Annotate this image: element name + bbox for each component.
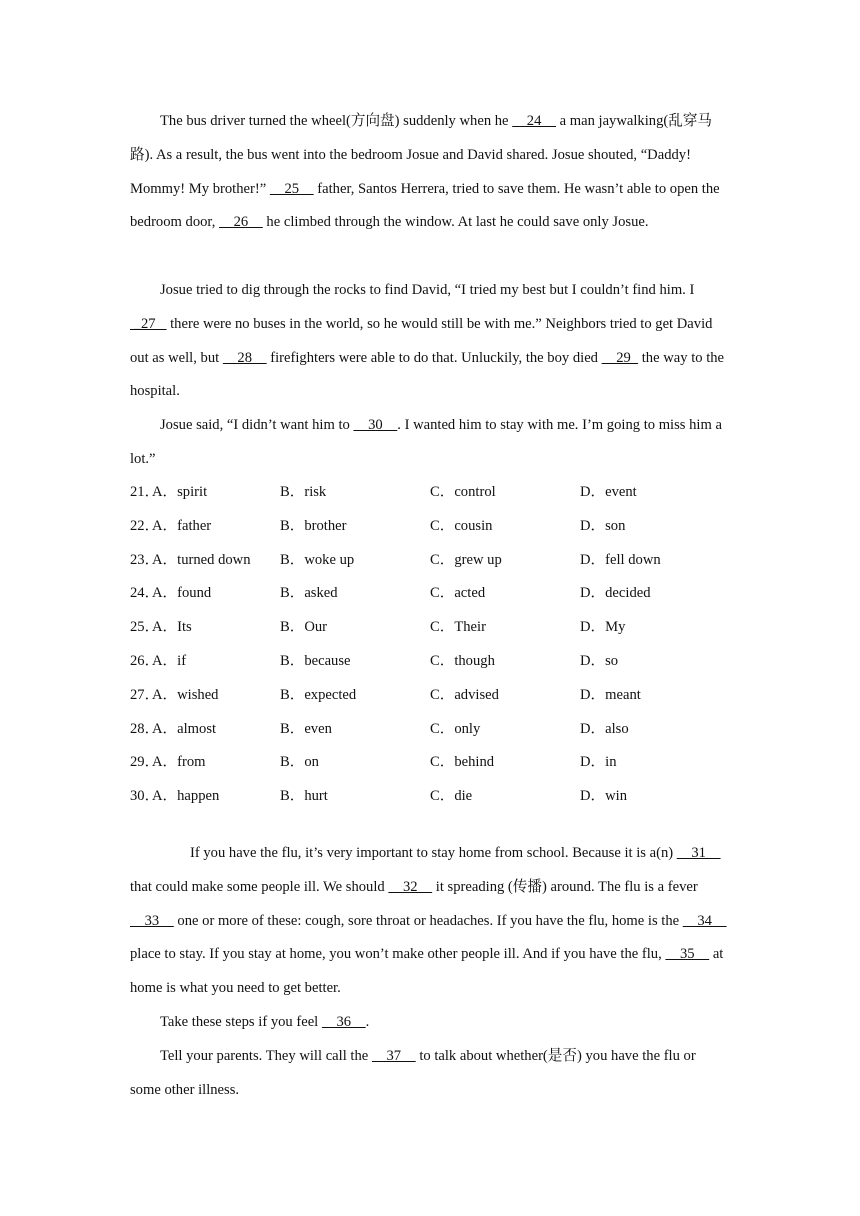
- option-c: C．grew up: [430, 551, 502, 568]
- text: Josue tried to dig through the rocks to find David, “I tried my best but I couldn’t find him. I: [160, 282, 695, 298]
- question-row-22: [130, 510, 750, 544]
- question-number: 27．: [130, 686, 160, 703]
- blank-30: 30: [353, 417, 398, 433]
- passage2-paragraph-2: [130, 1006, 730, 1040]
- blank-36: 36: [321, 1014, 366, 1030]
- option-b: B．even: [280, 720, 332, 737]
- option-d: D．event: [580, 484, 637, 500]
- option-b: B．Our: [280, 619, 328, 636]
- option-c: C．only: [430, 720, 481, 737]
- option-c: C．acted: [430, 585, 486, 602]
- question-row-27: [130, 679, 750, 713]
- passage2-paragraph-1: [130, 837, 730, 1006]
- question-row-25: [130, 611, 750, 645]
- question-number: 29．: [130, 754, 160, 771]
- question-number: 22．: [130, 517, 160, 534]
- question-number: 25．: [130, 619, 160, 636]
- blank-34: 34: [682, 912, 727, 929]
- text: that could make some people ill. We should: [130, 878, 389, 895]
- blank-35: 35: [665, 946, 710, 963]
- question-row-26: [130, 645, 750, 679]
- blank-29: 29: [601, 349, 639, 366]
- option-b: B．because: [280, 652, 351, 669]
- text: at home is what you need to get better.: [130, 946, 724, 997]
- question-row-24: [130, 577, 750, 611]
- blank-26: 26: [219, 214, 263, 231]
- question-number: 21．: [130, 484, 160, 500]
- blank-33: 33: [130, 912, 174, 929]
- question-row-30: [130, 780, 750, 814]
- blank-37: 37: [371, 1048, 416, 1064]
- text: father, Santos Herrera, tried to save them. He wasn’t able to open the bedroom door,: [130, 180, 720, 231]
- blank-31: 31: [676, 845, 721, 861]
- question-row-29: [130, 746, 750, 780]
- blank-25: 25: [269, 180, 314, 197]
- option-a: A．spirit: [152, 484, 208, 500]
- text: Take these steps if you feel: [160, 1014, 322, 1030]
- text: . I wanted him to stay with me. I’m going to miss him a lot.”: [130, 417, 722, 467]
- option-d: D．son: [580, 517, 626, 534]
- text: to talk about whether(是否) you have the flu or some other illness.: [130, 1048, 696, 1098]
- question-number: 30．: [130, 788, 160, 805]
- option-d: D．meant: [580, 686, 641, 703]
- option-b: B．hurt: [280, 788, 328, 805]
- text: .: [365, 1014, 370, 1030]
- option-b: B．woke up: [280, 551, 355, 568]
- option-c: C．cousin: [430, 517, 493, 534]
- option-a: A．found: [152, 585, 212, 602]
- option-c: C．control: [430, 484, 496, 500]
- option-a: A．from: [152, 754, 206, 771]
- question-row-23: [130, 544, 750, 578]
- text: the way to the hospital.: [130, 349, 725, 400]
- option-a: A．happen: [152, 788, 220, 805]
- text: a man jaywalking(乱穿马路). As a result, the bus went into the bedroom Josue and David shared. Josue shouted, “Daddy! Mommy! My brother!”: [130, 113, 713, 197]
- question-row-28: [130, 713, 750, 747]
- text: If you have the flu, it’s very important to stay home from school. Because it is a(n): [190, 845, 677, 861]
- blank-27: _27: [130, 315, 167, 332]
- blank-28: 28: [222, 349, 267, 366]
- option-d: D．so: [580, 652, 619, 669]
- blank-24: 24: [512, 113, 556, 129]
- option-c: C．advised: [430, 686, 499, 703]
- option-d: D．My: [580, 619, 626, 636]
- option-a: A．father: [152, 517, 212, 534]
- option-c: C．Their: [430, 619, 486, 636]
- option-d: D．fell down: [580, 551, 661, 568]
- option-d: D．also: [580, 720, 629, 737]
- option-c: C．though: [430, 652, 495, 669]
- blank-32: 32: [388, 878, 433, 895]
- question-number: 26．: [130, 652, 160, 669]
- option-b: B．expected: [280, 686, 357, 703]
- passage1-paragraph-2: [130, 274, 730, 409]
- text: The bus driver turned the wheel(方向盘) suddenly when he: [160, 113, 513, 129]
- option-d: D．win: [580, 788, 628, 805]
- option-a: A．if: [152, 652, 187, 669]
- option-c: C．behind: [430, 754, 495, 771]
- question-options: [130, 476, 750, 814]
- option-d: D．decided: [580, 585, 651, 602]
- option-a: A．Its: [152, 619, 192, 636]
- option-a: A．almost: [152, 720, 217, 737]
- question-row-21: [130, 476, 750, 510]
- question-number: 24．: [130, 585, 160, 602]
- option-d: D．in: [580, 754, 617, 771]
- question-number: 23．: [130, 551, 160, 568]
- text: one or more of these: cough, sore throat or headaches. If you have the flu, home is the: [173, 912, 683, 929]
- option-b: B．risk: [280, 484, 327, 500]
- text: Tell your parents. They will call the: [160, 1048, 372, 1064]
- text: place to stay. If you stay at home, you won’t make other people ill. And if you have the flu,: [130, 946, 666, 963]
- option-c: C．die: [430, 788, 473, 805]
- option-a: A．wished: [152, 686, 219, 703]
- option-b: B．on: [280, 754, 319, 771]
- option-b: B．asked: [280, 585, 338, 602]
- passage1-paragraph-3: [130, 409, 730, 477]
- passage2-paragraph-3: [130, 1040, 730, 1108]
- text: he climbed through the window. At last he could save only Josue.: [262, 214, 649, 231]
- passage1-paragraph-1: [130, 105, 730, 240]
- text: Josue said, “I didn’t want him to: [160, 417, 354, 433]
- text: firefighters were able to do that. Unluckily, the boy died: [266, 349, 602, 366]
- question-number: 28．: [130, 720, 160, 737]
- option-a: A．turned down: [152, 551, 251, 568]
- option-b: B．brother: [280, 517, 347, 534]
- text: it spreading (传播) around. The flu is a fever: [432, 878, 698, 895]
- text: there were no buses in the world, so he would still be with me.” Neighbors tried to get David out as well, but: [130, 315, 713, 366]
